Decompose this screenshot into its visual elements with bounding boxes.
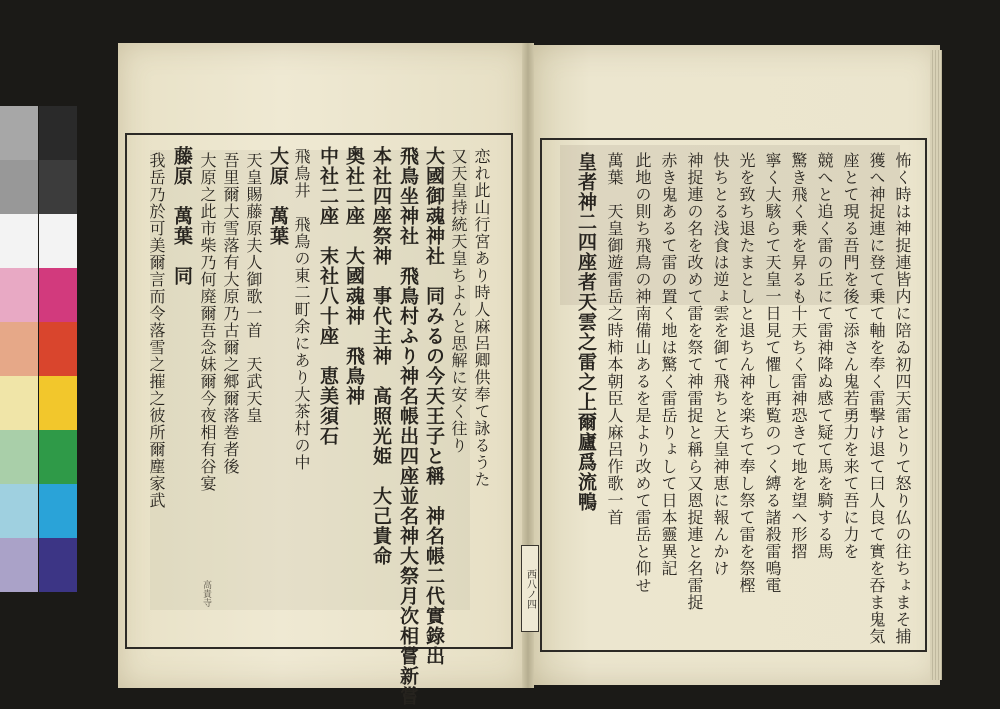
page-edges	[930, 50, 942, 680]
calibration-swatch	[39, 268, 77, 322]
text-column: 寧く大駭らて天皇一日見て懼し再覧のつく縛る諸殺雷鳴電	[763, 152, 782, 594]
calibration-swatch	[39, 484, 77, 538]
text-column: 恋れ此山行宮あり時人麻呂卿供奉て詠るうた	[472, 148, 491, 488]
text-column: 天皇賜藤原夫人御歌一首 天武天皇	[244, 152, 263, 424]
calibration-swatch	[0, 106, 38, 160]
text-column: 萬葉 天皇御遊雷岳之時柿本朝臣人麻呂作歌一首	[605, 152, 624, 526]
text-column: 大原 萬葉	[267, 146, 289, 246]
text-column: 中社二座 末社八十座 恵美須石	[317, 146, 339, 446]
text-column: 奥社二座 大國魂神 飛鳥神	[343, 146, 365, 406]
calibration-swatch	[0, 430, 38, 484]
text-column: 我岳乃於可美爾言而令落雪之摧之彼所爾塵家武	[147, 152, 166, 509]
text-column: 飛鳥井 飛鳥の東二町余にあり大茶村の中	[292, 148, 311, 471]
calibration-swatch	[39, 538, 77, 592]
calibration-swatch	[39, 376, 77, 430]
text-column: 此地の則ち飛鳥の神南備山あるを是より改めて雷岳と仰せ	[633, 152, 652, 594]
text-column: 座とて現る吾門を後て添さん鬼若勇力を来て吾に力を	[841, 152, 860, 560]
text-column: 怖く時は神捉連皆内に陪ゐ初四天雷とりて怒り仏の往ちょまそ捕	[893, 152, 912, 645]
calibration-swatch	[0, 214, 38, 268]
text-column: 皇者神二四座者天雲之雷之上爾廬爲流鴨	[575, 152, 597, 512]
calibration-swatch	[0, 268, 38, 322]
folio-tab: 西八ノ四	[521, 545, 539, 632]
text-column: 光を致ち退たまとしと退ちん神を楽ちて奉し祭て雷を祭樫	[737, 152, 756, 594]
text-column: 飛鳥坐神社 飛鳥村ふり神名帳出四座並名神大祭月次相嘗新嘗	[397, 146, 419, 706]
text-column: 驚き飛く乗を昇るも十天ちく雷神恐きて地を望へ形摺	[789, 152, 808, 560]
text-column: 又天皇持統天皇ちよんと思解に安く往り	[449, 148, 468, 454]
calibration-swatch	[0, 376, 38, 430]
text-column: 競へと追く雷の丘にて雷神降ぬ感て疑て馬を騎する馬	[815, 152, 834, 560]
small-note: 高貴寺	[201, 580, 211, 607]
text-column: 大國御魂神社 同みるの今天王子と稱 神名帳二代實錄出	[423, 146, 445, 666]
calibration-swatch	[0, 538, 38, 592]
calibration-swatch	[39, 322, 77, 376]
text-column: 快ちとる浅食は逆ょ雲を御て飛ちと天皇神恵に報んかけ	[711, 152, 730, 577]
calibration-swatch	[39, 106, 77, 160]
text-column: 本社四座祭神 事代主神 高照光姫 大己貴命	[370, 146, 392, 566]
text-column: 藤原 萬葉 同	[171, 146, 193, 286]
text-column: 獲へ神捉連に登て乗て軸を奉く雷撃け退て曰人良て實を吞ま鬼気	[867, 152, 886, 645]
text-column: 赤き鬼あるて雷の置く地は驚く雷岳りょして日本靈異記	[659, 152, 678, 577]
calibration-swatch	[39, 214, 77, 268]
calibration-swatch	[39, 430, 77, 484]
calibration-swatch	[0, 322, 38, 376]
calibration-swatch	[0, 160, 38, 214]
text-column: 神捉連の名を改めて雷を祭て神雷捉と稱ら又恩捉連と名雷捉	[685, 152, 704, 611]
text-column: 大原之此市柴乃何廃爾吾念妹爾今夜相有谷宴	[198, 152, 217, 492]
calibration-swatch	[0, 484, 38, 538]
calibration-swatch	[39, 160, 77, 214]
text-column: 吾里爾大雪落有大原乃古爾之郷爾落巻者後	[221, 152, 240, 475]
